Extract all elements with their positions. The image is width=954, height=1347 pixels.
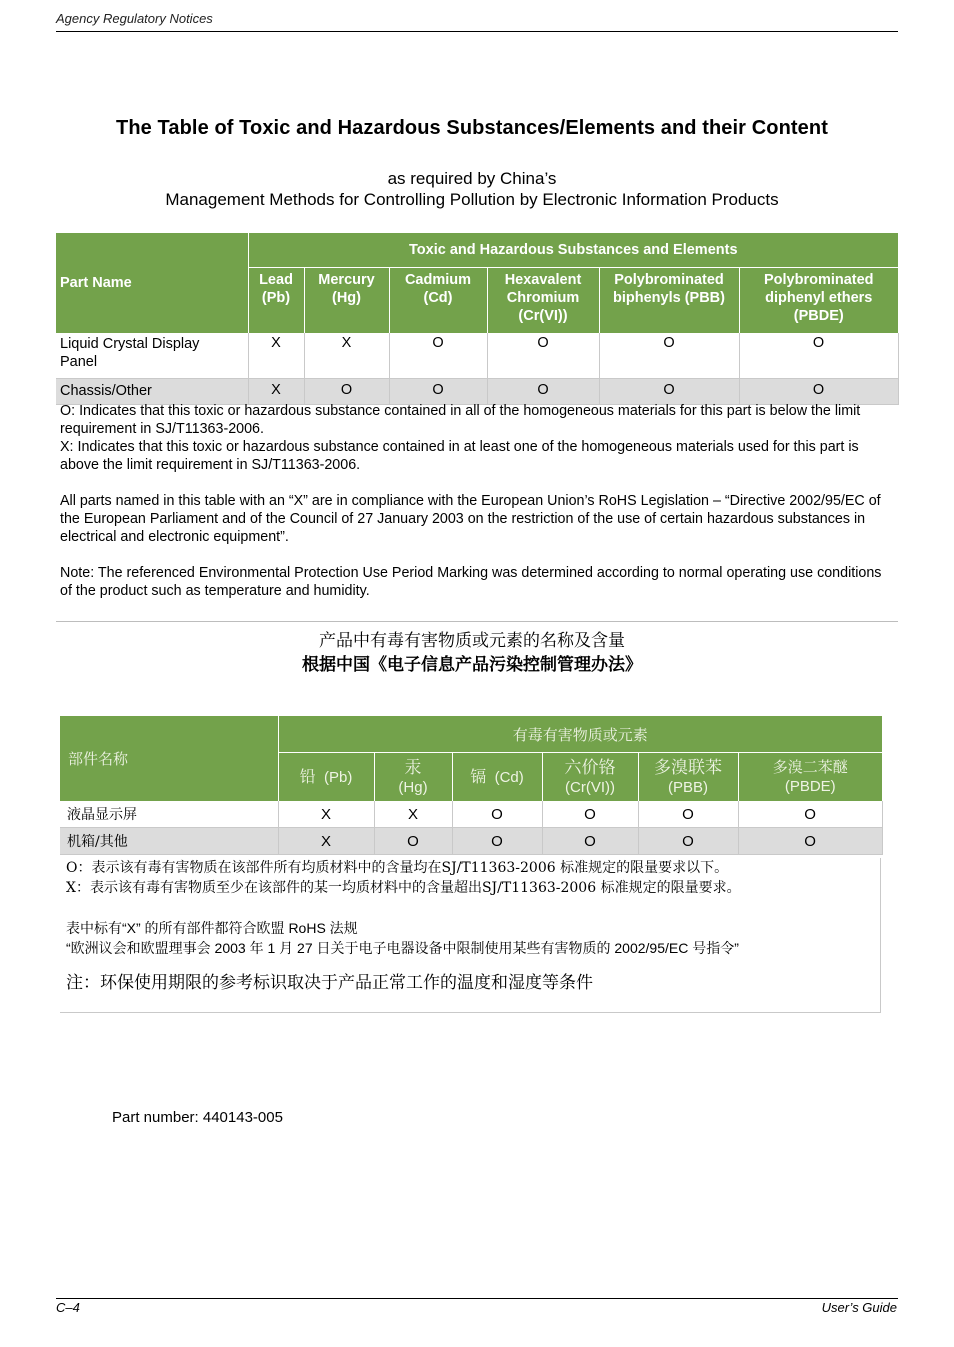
part-name-cell: Liquid Crystal Display Panel: [56, 333, 248, 379]
value-cell: O: [542, 801, 638, 828]
value-cell: O: [599, 379, 739, 405]
value-cell: O: [739, 379, 898, 405]
cn-column-header-lead: 铅 (Pb): [278, 753, 374, 802]
cn-column-header-mercury: 汞 (Hg): [374, 753, 452, 802]
x-legend-note: X: Indicates that this toxic or hazardous substance contained in at least one of the homogeneous materials used for this part is above the limit requirement in SJ/T11363-2006.: [60, 439, 859, 473]
value-cell: O: [389, 379, 487, 405]
english-notes: [60, 402, 892, 600]
chinese-title: 产品中有毒有害物质或元素的名称及含量: [319, 631, 625, 651]
cn-column-header-cadmium: 镉 (Cd): [452, 753, 542, 802]
value-cell: O: [638, 801, 738, 828]
running-head: Agency Regulatory Notices: [56, 11, 213, 26]
chinese-notes: [60, 858, 881, 1013]
english-substance-table: [56, 233, 899, 405]
part-number: Part number: 440143-005: [112, 1109, 283, 1126]
value-cell: X: [304, 333, 389, 379]
value-cell: O: [452, 828, 542, 855]
cn-substances-group-header: 有毒有害物质或元素: [278, 716, 882, 753]
value-cell: X: [278, 801, 374, 828]
section-divider: [56, 621, 898, 622]
page-subtitle: [56, 168, 888, 210]
table-row: [60, 828, 882, 855]
value-cell: O: [542, 828, 638, 855]
part-name-cell: Chassis/Other: [56, 379, 248, 405]
cn-column-header-pbb: 多溴联苯 (PBB): [638, 753, 738, 802]
chinese-subtitle: 根据中国《电子信息产品污染控制管理办法》: [302, 655, 642, 674]
value-cell: O: [374, 828, 452, 855]
value-cell: O: [389, 333, 487, 379]
column-header-hexavalent-chromium: Hexavalent Chromium (Cr(VI)): [487, 268, 599, 334]
subtitle-line-2: Management Methods for Controlling Pollution by Electronic Information Products: [165, 190, 779, 209]
cn-part-name-cell: 液晶显示屏: [60, 801, 278, 828]
page-number: C–4: [56, 1300, 80, 1315]
table-row: [60, 801, 882, 828]
value-cell: X: [278, 828, 374, 855]
header-rule: [56, 31, 898, 32]
subtitle-line-1: as required by China’s: [387, 169, 557, 188]
value-cell: O: [738, 828, 882, 855]
page-title: The Table of Toxic and Hazardous Substances/Elements and their Content: [116, 117, 828, 139]
cn-rohs-note-line-1: 表中标有“X” 的所有部件都符合欧盟 RoHS 法规: [66, 920, 358, 936]
value-cell: X: [374, 801, 452, 828]
o-legend-note: O: Indicates that this toxic or hazardous substance contained in all of the homogeneous materials for this part is below the limit requirement in SJ/T11363-2006.: [60, 403, 861, 437]
cn-part-name-header: 部件名称: [60, 716, 278, 801]
value-cell: O: [738, 801, 882, 828]
value-cell: O: [452, 801, 542, 828]
cn-o-legend-note: O：表示该有毒有害物质在该部件所有均质材料中的含量均在SJ/T11363-2006 标准规定的限量要求以下。: [66, 860, 729, 876]
substances-group-header: Toxic and Hazardous Substances and Elements: [248, 233, 898, 268]
column-header-cadmium: Cadmium (Cd): [389, 268, 487, 334]
column-header-mercury: Mercury (Hg): [304, 268, 389, 334]
value-cell: O: [739, 333, 898, 379]
column-header-pbb: Polybrominated biphenyls (PBB): [599, 268, 739, 334]
table-row: [56, 333, 898, 379]
value-cell: O: [599, 333, 739, 379]
rohs-compliance-note: All parts named in this table with an “X” are in compliance with the European Union’s RoHS Legislation – “Directive 2002/95/EC of the European Parliament and of the Council of 27 January 2003 on the restriction of the use of certain hazardous substances in electrical and electronic equipment”.: [60, 493, 881, 545]
column-header-pbde: Polybrominated diphenyl ethers (PBDE): [739, 268, 898, 334]
cn-rohs-note-line-2: “欧洲议会和欧盟理事会 2003 年 1 月 27 日关于电子电器设备中限制使用某些有害物质的 2002/95/EC 号指令”: [66, 940, 739, 956]
value-cell: X: [248, 333, 304, 379]
cn-column-header-pbde: 多溴二苯醚 (PBDE): [738, 753, 882, 802]
cn-x-legend-note: X：表示该有毒有害物质至少在该部件的某一均质材料中的含量超出SJ/T11363-2006 标准规定的限量要求。: [66, 880, 741, 896]
guide-name: User’s Guide: [821, 1300, 897, 1315]
value-cell: O: [487, 379, 599, 405]
chinese-substance-table: [60, 716, 883, 855]
footer-rule: [56, 1298, 898, 1299]
value-cell: O: [638, 828, 738, 855]
value-cell: O: [487, 333, 599, 379]
value-cell: X: [248, 379, 304, 405]
value-cell: O: [304, 379, 389, 405]
epup-note: Note: The referenced Environmental Protection Use Period Marking was determined according to normal operating use conditions of the product such as temperature and humidity.: [60, 565, 882, 599]
cn-part-name-cell: 机箱/其他: [60, 828, 278, 855]
part-name-header: Part Name: [56, 233, 248, 333]
cn-epup-note: 注：环保使用期限的参考标识取决于产品正常工作的温度和湿度等条件: [66, 973, 593, 992]
column-header-lead: Lead (Pb): [248, 268, 304, 334]
cn-column-header-hexavalent-chromium: 六价铬 (Cr(VI)): [542, 753, 638, 802]
table-row: [56, 379, 898, 405]
